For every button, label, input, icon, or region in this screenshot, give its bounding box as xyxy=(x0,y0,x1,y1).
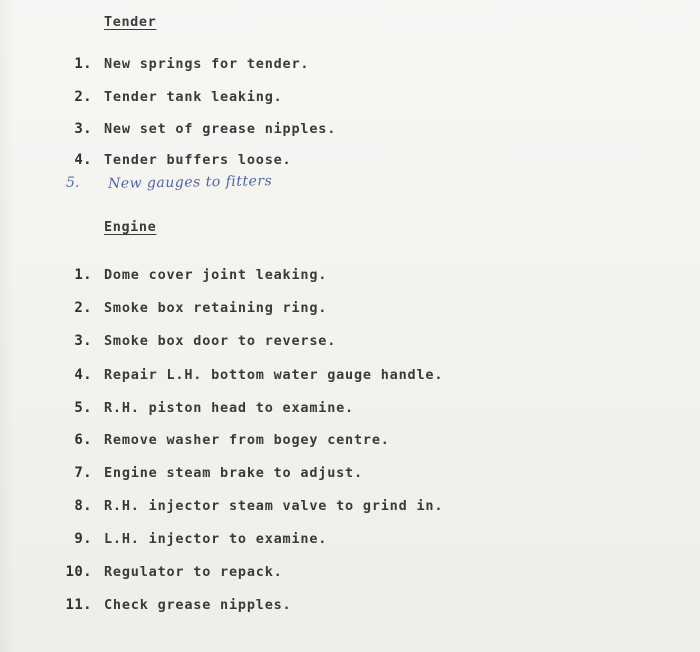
item-text: Check grease nipples. xyxy=(104,597,292,613)
handwritten-text: New gauges to fitters xyxy=(107,173,273,192)
item-text: Smoke box retaining ring. xyxy=(104,300,328,316)
item-text: Dome cover joint leaking. xyxy=(104,267,328,283)
item-number: 9. xyxy=(74,531,92,547)
item-text: Remove washer from bogey centre. xyxy=(104,432,390,448)
item-number: 5. xyxy=(74,400,92,416)
item-text: New set of grease nipples. xyxy=(104,121,337,137)
item-text: Tender tank leaking. xyxy=(104,89,283,105)
item-number: 10. xyxy=(65,564,92,580)
item-number: 2. xyxy=(74,89,92,105)
item-number: 3. xyxy=(74,121,92,137)
engine-heading: Engine xyxy=(104,219,157,235)
item-number: 6. xyxy=(74,432,92,448)
item-text: New springs for tender. xyxy=(104,56,310,72)
item-number: 4. xyxy=(74,367,92,383)
item-text: Regulator to repack. xyxy=(104,564,283,580)
item-number: 2. xyxy=(74,300,92,316)
item-text: Repair L.H. bottom water gauge handle. xyxy=(104,367,444,383)
item-text: R.H. injector steam valve to grind in. xyxy=(104,498,444,514)
item-text: Engine steam brake to adjust. xyxy=(104,465,363,481)
item-number: 3. xyxy=(74,333,92,349)
item-number: 1. xyxy=(74,56,92,72)
item-text: L.H. injector to examine. xyxy=(104,531,328,547)
item-text: R.H. piston head to examine. xyxy=(104,400,354,416)
item-number: 1. xyxy=(74,267,92,283)
tender-heading: Tender xyxy=(104,14,157,30)
item-number: 7. xyxy=(74,465,92,481)
handwritten-number: 5. xyxy=(66,175,80,191)
item-text: Tender buffers loose. xyxy=(104,152,292,168)
item-number: 4. xyxy=(74,152,92,168)
item-number: 11. xyxy=(65,597,92,613)
item-number: 8. xyxy=(74,498,92,514)
item-text: Smoke box door to reverse. xyxy=(104,333,337,349)
